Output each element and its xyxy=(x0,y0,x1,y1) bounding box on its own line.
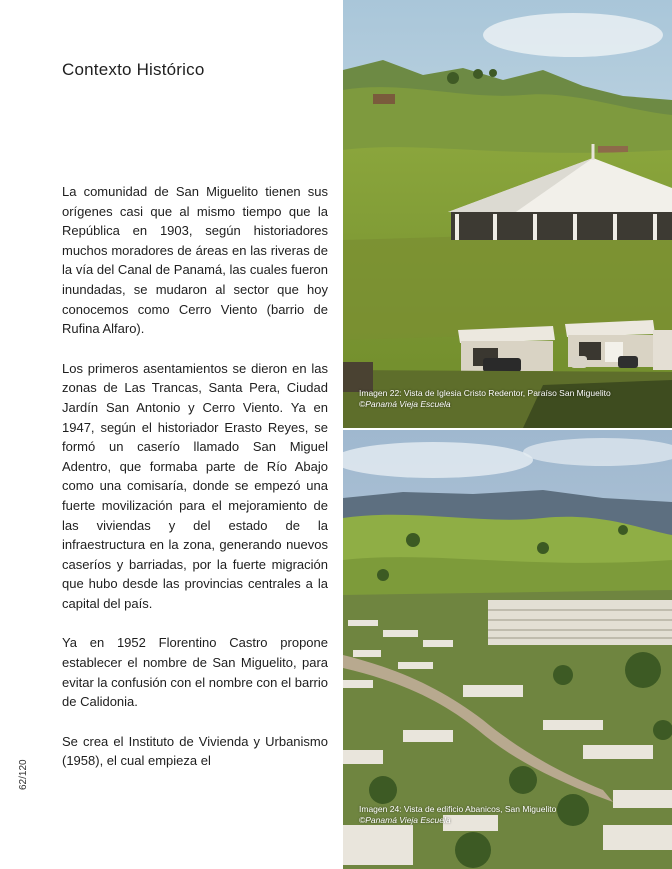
building-caption-text: Imagen 24: Vista de edificio Abanicos, San Miguelito xyxy=(359,804,557,814)
church-photo-illustration xyxy=(343,0,672,428)
building-photo-caption xyxy=(359,804,619,825)
body-text xyxy=(62,182,328,791)
paragraph-3: Ya en 1952 Florentino Castro propone establecer el nombre de San Miguelito, para evitar la confusión con el nombre con el barrio de Calidonia. xyxy=(62,635,328,710)
paragraph-2: Los primeros asentamientos se dieron en las zonas de Las Trancas, Santa Pera, Ciudad Jardín San Antonio y Cerro Viento. Ya en 1947, según el historiador Erasto Reyes, se formó un caserío llamado San Miguel Adentro, que formaba parte de Río Abajo como una comisaría, donde se empezó una fuerte movilización para el mejoramiento de las viviendas y del estado de la infraestructura en la zona, generando nuevos caseríos y barriadas, por la fuerte migración que hubo desde las provincias centrales a la capital del país. xyxy=(62,360,328,611)
page-number: 62/120 xyxy=(18,759,29,790)
church-photo xyxy=(343,0,672,428)
page-title: Contexto Histórico xyxy=(62,60,205,79)
paragraph-1: La comunidad de San Miguelito tienen sus orígenes casi que al mismo tiempo que la República en 1903, según historiadores muchos moradores de áreas en las riveras de la vía del Canal de Panamá, las cuales fueron inundadas, se mudaron al sector que hoy conocemos como Cerro Viento (barrio de Rufina Alfaro). xyxy=(62,184,328,337)
church-photo-caption xyxy=(359,388,619,409)
paragraph-4: Se crea el Instituto de Vivienda y Urbanismo (1958), el cual empieza el xyxy=(62,733,328,769)
church-caption-text: Imagen 22: Vista de Iglesia Cristo Redentor, Paraíso San Miguelito xyxy=(359,388,611,398)
building-caption-credit: ©Panamá Vieja Escuela xyxy=(359,814,451,825)
church-caption-credit: ©Panamá Vieja Escuela xyxy=(359,398,451,409)
building-photo xyxy=(343,430,672,869)
